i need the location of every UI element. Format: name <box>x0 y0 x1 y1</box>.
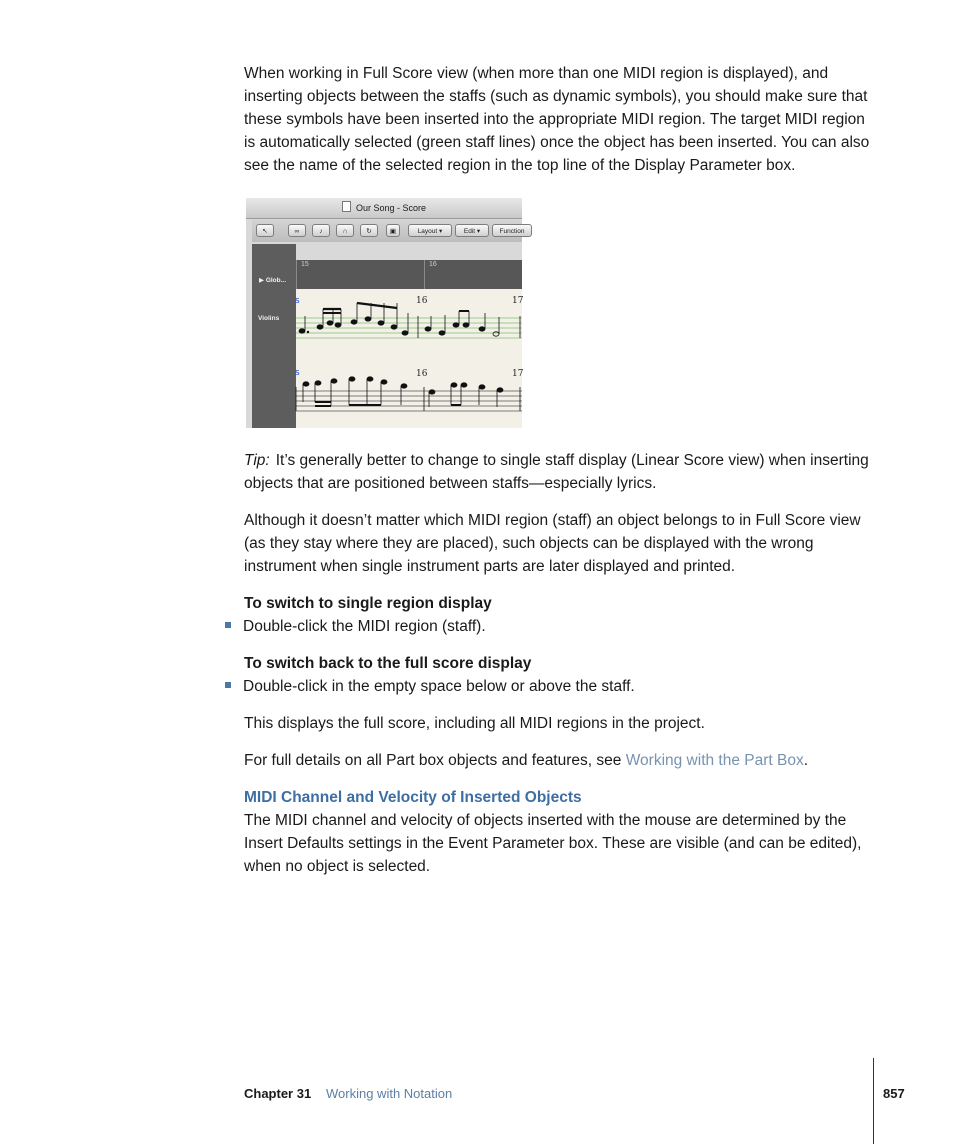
headphones-icon[interactable]: ∩ <box>336 224 354 237</box>
window-title-bar <box>246 198 522 219</box>
selection-marker-top: s <box>295 296 300 306</box>
full-score-paragraph: This displays the full score, including all MIDI regions in the project. <box>244 715 705 732</box>
music-staves <box>296 289 522 428</box>
top-staff-notes <box>299 303 499 336</box>
global-tracks-label[interactable]: ▶ Glob... <box>259 277 287 284</box>
procedure-single-region-step: Double-click the MIDI region (staff). <box>225 615 486 638</box>
bottom-staff-notes <box>303 377 503 407</box>
bullet-square-icon <box>225 682 231 688</box>
procedure-full-score-step: Double-click in the empty space below or above the staff. <box>225 675 635 698</box>
part-box-paragraph: For full details on all Part box objects and features, see Working with the Part Box. <box>244 752 809 769</box>
ruler-bar-15: 15 <box>301 261 309 268</box>
section-heading: MIDI Channel and Velocity of Inserted Objects <box>244 789 582 806</box>
placement-paragraph: Although it doesn’t matter which MIDI region (staff) an object belongs to in Full Score view (as they stay where they are placed), such objects can be displayed with the wrong instrument when single instrument parts are later displayed and printed. <box>244 512 861 575</box>
staff-bar-number-17-bottom: 17 <box>512 369 524 379</box>
tip-text: It’s generally better to change to single staff display (Linear Score view) when inserting objects that are positioned between staffs—especially lyrics. <box>244 452 869 492</box>
procedure-full-score-title: To switch back to the full score display <box>244 655 532 672</box>
back-arrow-icon[interactable]: ↖ <box>256 224 274 237</box>
link-icon[interactable]: ∞ <box>288 224 306 237</box>
layout-menu[interactable]: Layout ▾ <box>408 224 452 237</box>
page-number: 857 <box>883 1086 905 1101</box>
selection-marker-bottom: s <box>295 368 300 378</box>
staff-bar-number-17-top: 17 <box>512 296 524 306</box>
footer-divider <box>873 1058 874 1144</box>
window-icon[interactable]: ▣ <box>386 224 400 237</box>
bullet-square-icon <box>225 622 231 628</box>
note-icon[interactable]: ♪ <box>312 224 330 237</box>
score-window-screenshot <box>246 198 525 428</box>
document-icon <box>342 201 351 212</box>
track-list-column <box>252 244 296 428</box>
part-box-link[interactable]: Working with the Part Box <box>625 752 804 769</box>
tip-label: Tip: <box>244 452 270 469</box>
edit-menu[interactable]: Edit ▾ <box>455 224 489 237</box>
staff-bar-number-16-top: 16 <box>416 296 428 306</box>
window-title: Our Song - Score <box>355 203 427 213</box>
catch-icon[interactable]: ↻ <box>360 224 378 237</box>
track-name-violins[interactable]: Violins <box>258 315 280 322</box>
footer-chapter: Chapter 31 <box>244 1086 312 1101</box>
function-menu[interactable]: Function <box>492 224 532 237</box>
score-toolbar <box>252 220 525 242</box>
ruler-bar-16: 16 <box>429 261 437 268</box>
score-area[interactable] <box>296 289 522 428</box>
intro-paragraph: When working in Full Score view (when more than one MIDI region is displayed), and inserting objects between the staffs (such as dynamic symbols), you should make sure that these symbols have been inserted into the appropriate MIDI region. The target MIDI region is automatically selected (green staff lines) once the object has been inserted. You can also see the name of the selected region in the top line of the Display Parameter box. <box>244 65 870 174</box>
footer-chapter-title[interactable]: Working with Notation <box>326 1086 453 1101</box>
midi-channel-paragraph: The MIDI channel and velocity of objects inserted with the mouse are determined by the Insert Defaults settings in the Event Parameter box. These are visible (and can be edited), when no object is selected. <box>244 812 862 875</box>
procedure-single-region-title: To switch to single region display <box>244 595 492 612</box>
bar-ruler[interactable] <box>296 260 522 289</box>
staff-bar-number-16-bottom: 16 <box>416 369 428 379</box>
tip-paragraph <box>244 449 880 495</box>
